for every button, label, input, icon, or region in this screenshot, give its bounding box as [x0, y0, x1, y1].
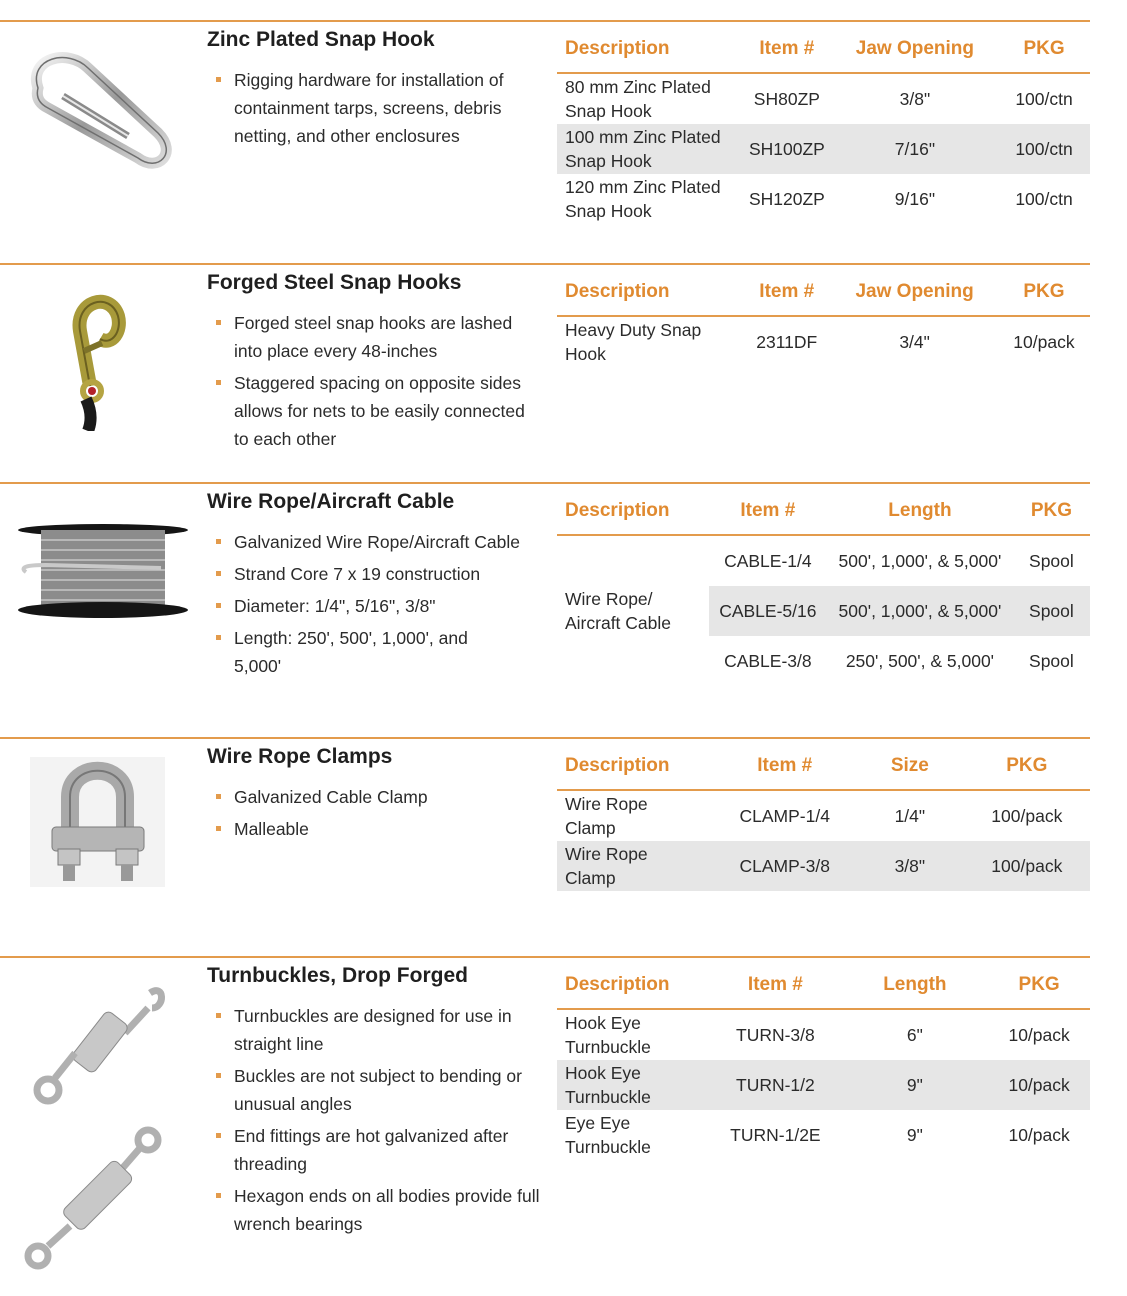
product-section-wire-rope	[0, 482, 1090, 727]
cell-jaw: 9/16"	[894, 189, 936, 209]
table-row	[557, 841, 1090, 891]
cell-description: Wire Rope Clamp	[565, 794, 648, 838]
cell-item: CABLE-1/4	[724, 551, 812, 571]
cell-length: 9"	[842, 1060, 989, 1110]
cell-item: SH120ZP	[748, 189, 825, 209]
cell-pkg: 10/pack	[1013, 332, 1075, 352]
cell-pkg: 100/pack	[964, 841, 1090, 891]
table-row	[557, 1110, 1090, 1160]
spec-table	[557, 26, 1090, 224]
table-row	[557, 790, 1090, 841]
table-row	[557, 535, 1090, 586]
cell-description: Wire Rope/ Aircraft Cable	[557, 535, 709, 686]
cell-description: Hook Eye Turnbuckle	[565, 1013, 651, 1057]
table-header-row	[557, 743, 1090, 790]
feature-item: Galvanized Cable Clamp	[214, 783, 544, 811]
cell-pkg: 100/ctn	[1015, 189, 1073, 209]
cell-item: CABLE-5/16	[709, 586, 827, 636]
cell-description: 120 mm Zinc Plated Snap Hook	[565, 177, 721, 221]
column-header: PKG	[1013, 488, 1090, 535]
feature-list	[214, 528, 534, 684]
column-header: Item #	[742, 269, 831, 316]
eye-eye-turnbuckle-image	[20, 1126, 170, 1276]
feature-item: Malleable	[214, 815, 544, 843]
table-row	[557, 124, 1090, 174]
cell-pkg: Spool	[1029, 551, 1074, 571]
column-header: Item #	[709, 488, 827, 535]
column-header: Jaw Opening	[831, 269, 998, 316]
cell-item: SH80ZP	[753, 89, 820, 109]
cable-spool-image	[16, 520, 190, 625]
spec-table	[557, 743, 1090, 891]
cell-description: 100 mm Zinc Plated Snap Hook	[557, 124, 742, 174]
spec-table	[557, 488, 1090, 686]
cell-pkg: 10/pack	[1008, 1025, 1070, 1045]
product-section-forged-hook	[0, 263, 1090, 473]
table-row	[557, 1009, 1090, 1060]
section-title: Zinc Plated Snap Hook	[207, 28, 435, 51]
cell-item: 2311DF	[756, 332, 818, 352]
column-header: Jaw Opening	[832, 26, 998, 73]
spec-table	[557, 962, 1090, 1160]
cell-pkg: 100/ctn	[1015, 89, 1073, 109]
cell-item: CABLE-3/8	[724, 651, 812, 671]
column-header: Description	[557, 743, 713, 790]
table-row	[557, 174, 1090, 224]
spec-table	[557, 269, 1090, 367]
feature-item: Hexagon ends on all bodies provide full wrench bearings	[214, 1182, 544, 1238]
column-header: Description	[557, 26, 742, 73]
column-header: PKG	[988, 962, 1090, 1009]
feature-item: Diameter: 1/4", 5/16", 3/8"	[214, 592, 534, 620]
cell-pkg: 10/pack	[988, 1060, 1090, 1110]
feature-item: Strand Core 7 x 19 construction	[214, 560, 534, 588]
feature-list	[214, 1002, 544, 1242]
column-header: PKG	[964, 743, 1090, 790]
cell-description: Heavy Duty Snap Hook	[565, 320, 702, 364]
wire-rope-clamp-image	[30, 757, 165, 892]
cell-description: 80 mm Zinc Plated Snap Hook	[565, 77, 711, 121]
column-header: Description	[557, 488, 709, 535]
column-header: Size	[856, 743, 964, 790]
feature-item: Turnbuckles are designed for use in straight line	[214, 1002, 544, 1058]
cell-item: CLAMP-3/8	[713, 841, 856, 891]
section-divider	[0, 737, 1090, 739]
feature-item: Forged steel snap hooks are lashed into place every 48-inches	[214, 309, 544, 365]
cell-pkg: 100/ctn	[998, 124, 1090, 174]
feature-list	[214, 309, 544, 457]
cell-jaw: 7/16"	[832, 124, 998, 174]
table-row	[557, 1060, 1090, 1110]
column-header: Item #	[742, 26, 832, 73]
cell-item: TURN-1/2	[709, 1060, 841, 1110]
hook-eye-turnbuckle-image	[30, 978, 170, 1123]
cell-length: 6"	[906, 1025, 923, 1045]
cell-pkg: 10/pack	[1008, 1125, 1070, 1145]
feature-list	[214, 66, 544, 154]
cell-jaw: 3/4"	[899, 332, 930, 352]
column-header: Description	[557, 962, 709, 1009]
cell-length: 500', 1,000', & 5,000'	[827, 586, 1013, 636]
section-title: Wire Rope Clamps	[207, 745, 393, 768]
section-divider	[0, 956, 1090, 958]
table-row	[557, 316, 1090, 367]
table-header-row	[557, 26, 1090, 73]
cell-pkg: Spool	[1013, 586, 1090, 636]
cell-jaw: 3/8"	[899, 89, 931, 109]
section-title: Turnbuckles, Drop Forged	[207, 964, 468, 987]
feature-list	[214, 783, 544, 847]
cell-description: Wire Rope Clamp	[557, 841, 713, 891]
feature-item: Staggered spacing on opposite sides allows for nets to be easily connected to each other	[214, 369, 544, 453]
column-header: Item #	[709, 962, 841, 1009]
table-header-row	[557, 488, 1090, 535]
zinc-snap-hook-image	[18, 48, 178, 178]
section-title: Wire Rope/Aircraft Cable	[207, 490, 455, 513]
cell-item: SH100ZP	[742, 124, 832, 174]
cell-size: 1/4"	[894, 806, 926, 826]
column-header: Description	[557, 269, 742, 316]
cell-description: Eye Eye Turnbuckle	[565, 1113, 651, 1157]
product-section-snap-hook	[0, 20, 1090, 250]
feature-item: Galvanized Wire Rope/Aircraft Cable	[214, 528, 534, 556]
cell-item: CLAMP-1/4	[739, 806, 830, 826]
cell-length: 9"	[906, 1125, 923, 1145]
forged-snap-hook-image	[50, 291, 130, 436]
table-header-row	[557, 269, 1090, 316]
feature-item: Length: 250', 500', 1,000', and 5,000'	[214, 624, 474, 680]
table-row	[557, 73, 1090, 124]
column-header: PKG	[998, 269, 1090, 316]
cell-size: 3/8"	[856, 841, 964, 891]
column-header: PKG	[998, 26, 1090, 73]
cell-item: TURN-1/2E	[730, 1125, 821, 1145]
section-divider	[0, 20, 1090, 22]
cell-description: Hook Eye Turnbuckle	[557, 1060, 709, 1110]
cell-item: TURN-3/8	[736, 1025, 815, 1045]
cell-pkg: Spool	[1029, 651, 1074, 671]
column-header: Length	[827, 488, 1013, 535]
column-header: Item #	[713, 743, 856, 790]
cell-length: 250', 500', & 5,000'	[845, 651, 995, 671]
feature-item: Buckles are not subject to bending or unusual angles	[214, 1062, 544, 1118]
table-header-row	[557, 962, 1090, 1009]
cell-length: 500', 1,000', & 5,000'	[838, 551, 1002, 571]
section-title: Forged Steel Snap Hooks	[207, 271, 462, 294]
section-divider	[0, 482, 1090, 484]
feature-item: End fittings are hot galvanized after threading	[214, 1122, 544, 1178]
section-divider	[0, 263, 1090, 265]
feature-item: Rigging hardware for installation of containment tarps, screens, debris netting, and other enclosures	[214, 66, 544, 150]
product-section-turnbuckles	[0, 956, 1090, 1286]
column-header: Length	[842, 962, 989, 1009]
product-section-clamps	[0, 737, 1090, 937]
cell-pkg: 100/pack	[991, 806, 1063, 826]
